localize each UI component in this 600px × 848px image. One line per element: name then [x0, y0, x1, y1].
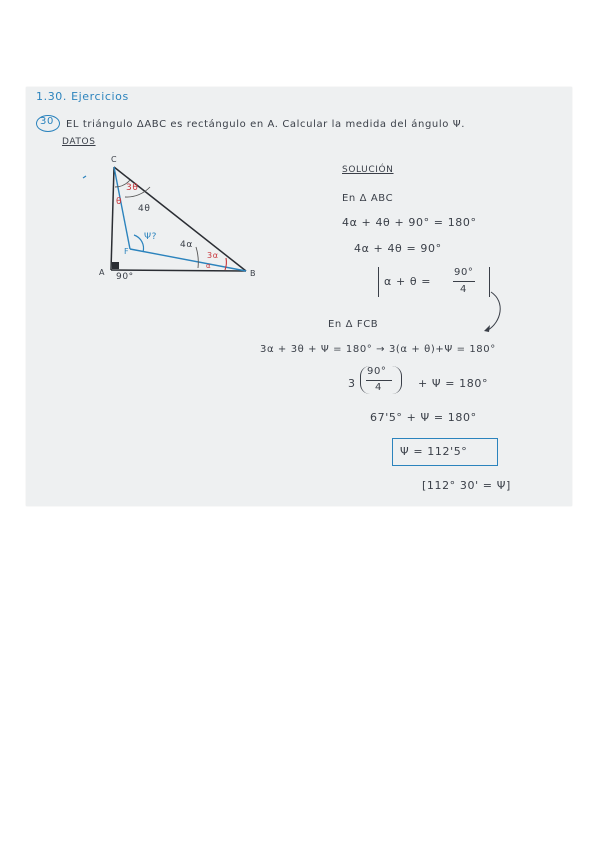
equation-5-rest: + Ψ = 180° [418, 377, 489, 390]
equation-5-denominator: 4 [375, 382, 382, 393]
equation-1: 4α + 4θ + 90° = 180° [342, 216, 477, 229]
angle-b-3alpha-label: 3α [207, 251, 219, 260]
equation-3-lhs: α + θ = [384, 275, 432, 288]
vertex-b-label: B [250, 269, 257, 278]
equation-6: 67'5° + Ψ = 180° [370, 411, 477, 424]
angle-b-4alpha-label: 4α [180, 240, 193, 250]
problem-number: 30 [40, 116, 54, 127]
equation-4: 3α + 3θ + Ψ = 180° → 3(α + θ)+Ψ = 180° [260, 344, 496, 355]
angle-f-psi-label: Ψ? [144, 232, 158, 242]
angle-b-alpha-label: α [206, 262, 212, 270]
angle-c-theta-label: θ [116, 197, 123, 207]
curved-arrow [488, 292, 500, 330]
section-header: 1.30. Ejercicios [36, 90, 129, 103]
arrow-head [484, 325, 490, 332]
angle-c-3theta-label: 3θ [126, 183, 139, 193]
notebook-page [26, 87, 572, 506]
equation-3-denominator: 4 [460, 284, 467, 295]
vertex-f-label: F [124, 247, 130, 256]
angle-a-label: 90° [116, 272, 134, 282]
solution-title: SOLUCIÓN [342, 165, 394, 175]
in-fcb-label: En Δ FCB [328, 319, 379, 330]
final-answer: [112° 30' = Ψ] [422, 479, 511, 492]
equation-3-numerator: 90° [454, 267, 474, 278]
in-abc-label: En Δ ABC [342, 193, 394, 204]
angle-c-4theta-label: 4θ [138, 204, 151, 214]
equation-5-fraction-bar [366, 380, 392, 381]
datos-label: DATOS [62, 137, 96, 147]
equation-5-prefix: 3 [348, 377, 356, 390]
equation-5-numerator: 90° [367, 366, 387, 377]
vertex-c-label: C [111, 155, 118, 164]
vertex-a-label: A [99, 268, 106, 277]
equation-2: 4α + 4θ = 90° [354, 242, 442, 255]
problem-statement: EL triángulo ΔABC es rectángulo en A. Calcular la medida del ángulo Ψ. [66, 119, 465, 130]
result-value: Ψ = 112'5° [400, 445, 468, 458]
